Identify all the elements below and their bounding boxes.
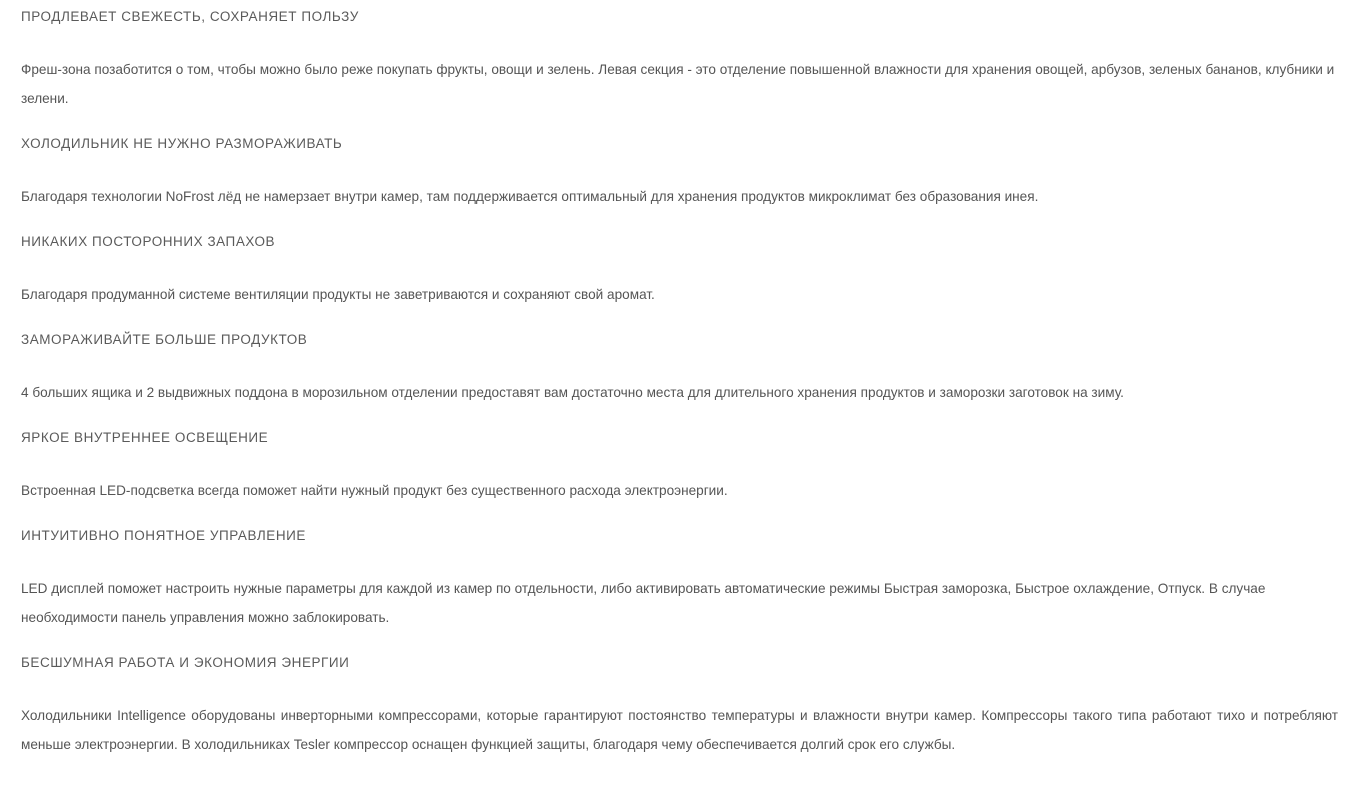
spacer [21, 632, 1338, 654]
section-heading: ХОЛОДИЛЬНИК НЕ НУЖНО РАЗМОРАЖИВАТЬ [21, 136, 343, 151]
section-body: 4 больших ящика и 2 выдвижных поддона в морозильном отделении предоставят вам достаточно места для длительного хранения продуктов и заморозки заготовок на зиму. [21, 385, 1124, 400]
feature-section-led-lighting [21, 429, 1338, 505]
section-body: Фреш-зона позаботится о том, чтобы можно было реже покупать фрукты, овощи и зелень. Левая секция - это отделение повышенной влажности для хранения овощей, арбузов, зеленых бананов, клубники и зелени. [21, 62, 1335, 106]
feature-section-controls [21, 527, 1338, 632]
spacer [21, 258, 1338, 280]
spacer [21, 407, 1338, 429]
spacer [21, 552, 1338, 574]
spacer [21, 33, 1338, 55]
spacer [21, 505, 1338, 527]
spacer [21, 356, 1338, 378]
section-body: Благодаря продуманной системе вентиляции продукты не заветриваются и сохраняют свой аромат. [21, 287, 655, 302]
section-heading: ПРОДЛЕВАЕТ СВЕЖЕСТЬ, СОХРАНЯЕТ ПОЛЬЗУ [21, 9, 359, 24]
section-body: Холодильники Intelligence оборудованы инверторными компрессорами, которые гарантируют постоянство температуры и влажности внутри камер. Компрессоры такого типа работают тихо и потребляют меньше электроэнергии. В холодильниках Tesler компрессор оснащен функцией защиты, благодаря чему обеспечивается долгий срок его службы. [21, 708, 1338, 752]
spacer [21, 309, 1338, 331]
feature-section-quiet-energy [21, 654, 1338, 759]
section-heading: НИКАКИХ ПОСТОРОННИХ ЗАПАХОВ [21, 234, 276, 249]
section-body: Благодаря технологии NoFrost лёд не намерзает внутри камер, там поддерживается оптимальный для хранения продуктов микроклимат без образования инея. [21, 189, 1039, 204]
spacer [21, 679, 1338, 701]
spacer [21, 160, 1338, 182]
spacer [21, 113, 1338, 135]
section-body: Встроенная LED-подсветка всегда поможет найти нужный продукт без существенного расхода электроэнергии. [21, 483, 728, 498]
feature-section-no-odors [21, 233, 1338, 309]
section-heading: ЯРКОЕ ВНУТРЕННЕЕ ОСВЕЩЕНИЕ [21, 430, 269, 445]
feature-section-freezer-capacity [21, 331, 1338, 407]
spacer [21, 211, 1338, 233]
section-heading: ИНТУИТИВНО ПОНЯТНОЕ УПРАВЛЕНИЕ [21, 528, 306, 543]
section-heading: ЗАМОРАЖИВАЙТЕ БОЛЬШЕ ПРОДУКТОВ [21, 332, 308, 347]
feature-section-freshness [21, 8, 1338, 113]
spacer [21, 454, 1338, 476]
section-body: LED дисплей поможет настроить нужные параметры для каждой из камер по отдельности, либо активировать автоматические режимы Быстрая заморозка, Быстрое охлаждение, Отпуск. В случае необходимости панель управления можно заблокировать. [21, 581, 1266, 625]
feature-section-nofrost [21, 135, 1338, 211]
section-heading: БЕСШУМНАЯ РАБОТА И ЭКОНОМИЯ ЭНЕРГИИ [21, 655, 350, 670]
